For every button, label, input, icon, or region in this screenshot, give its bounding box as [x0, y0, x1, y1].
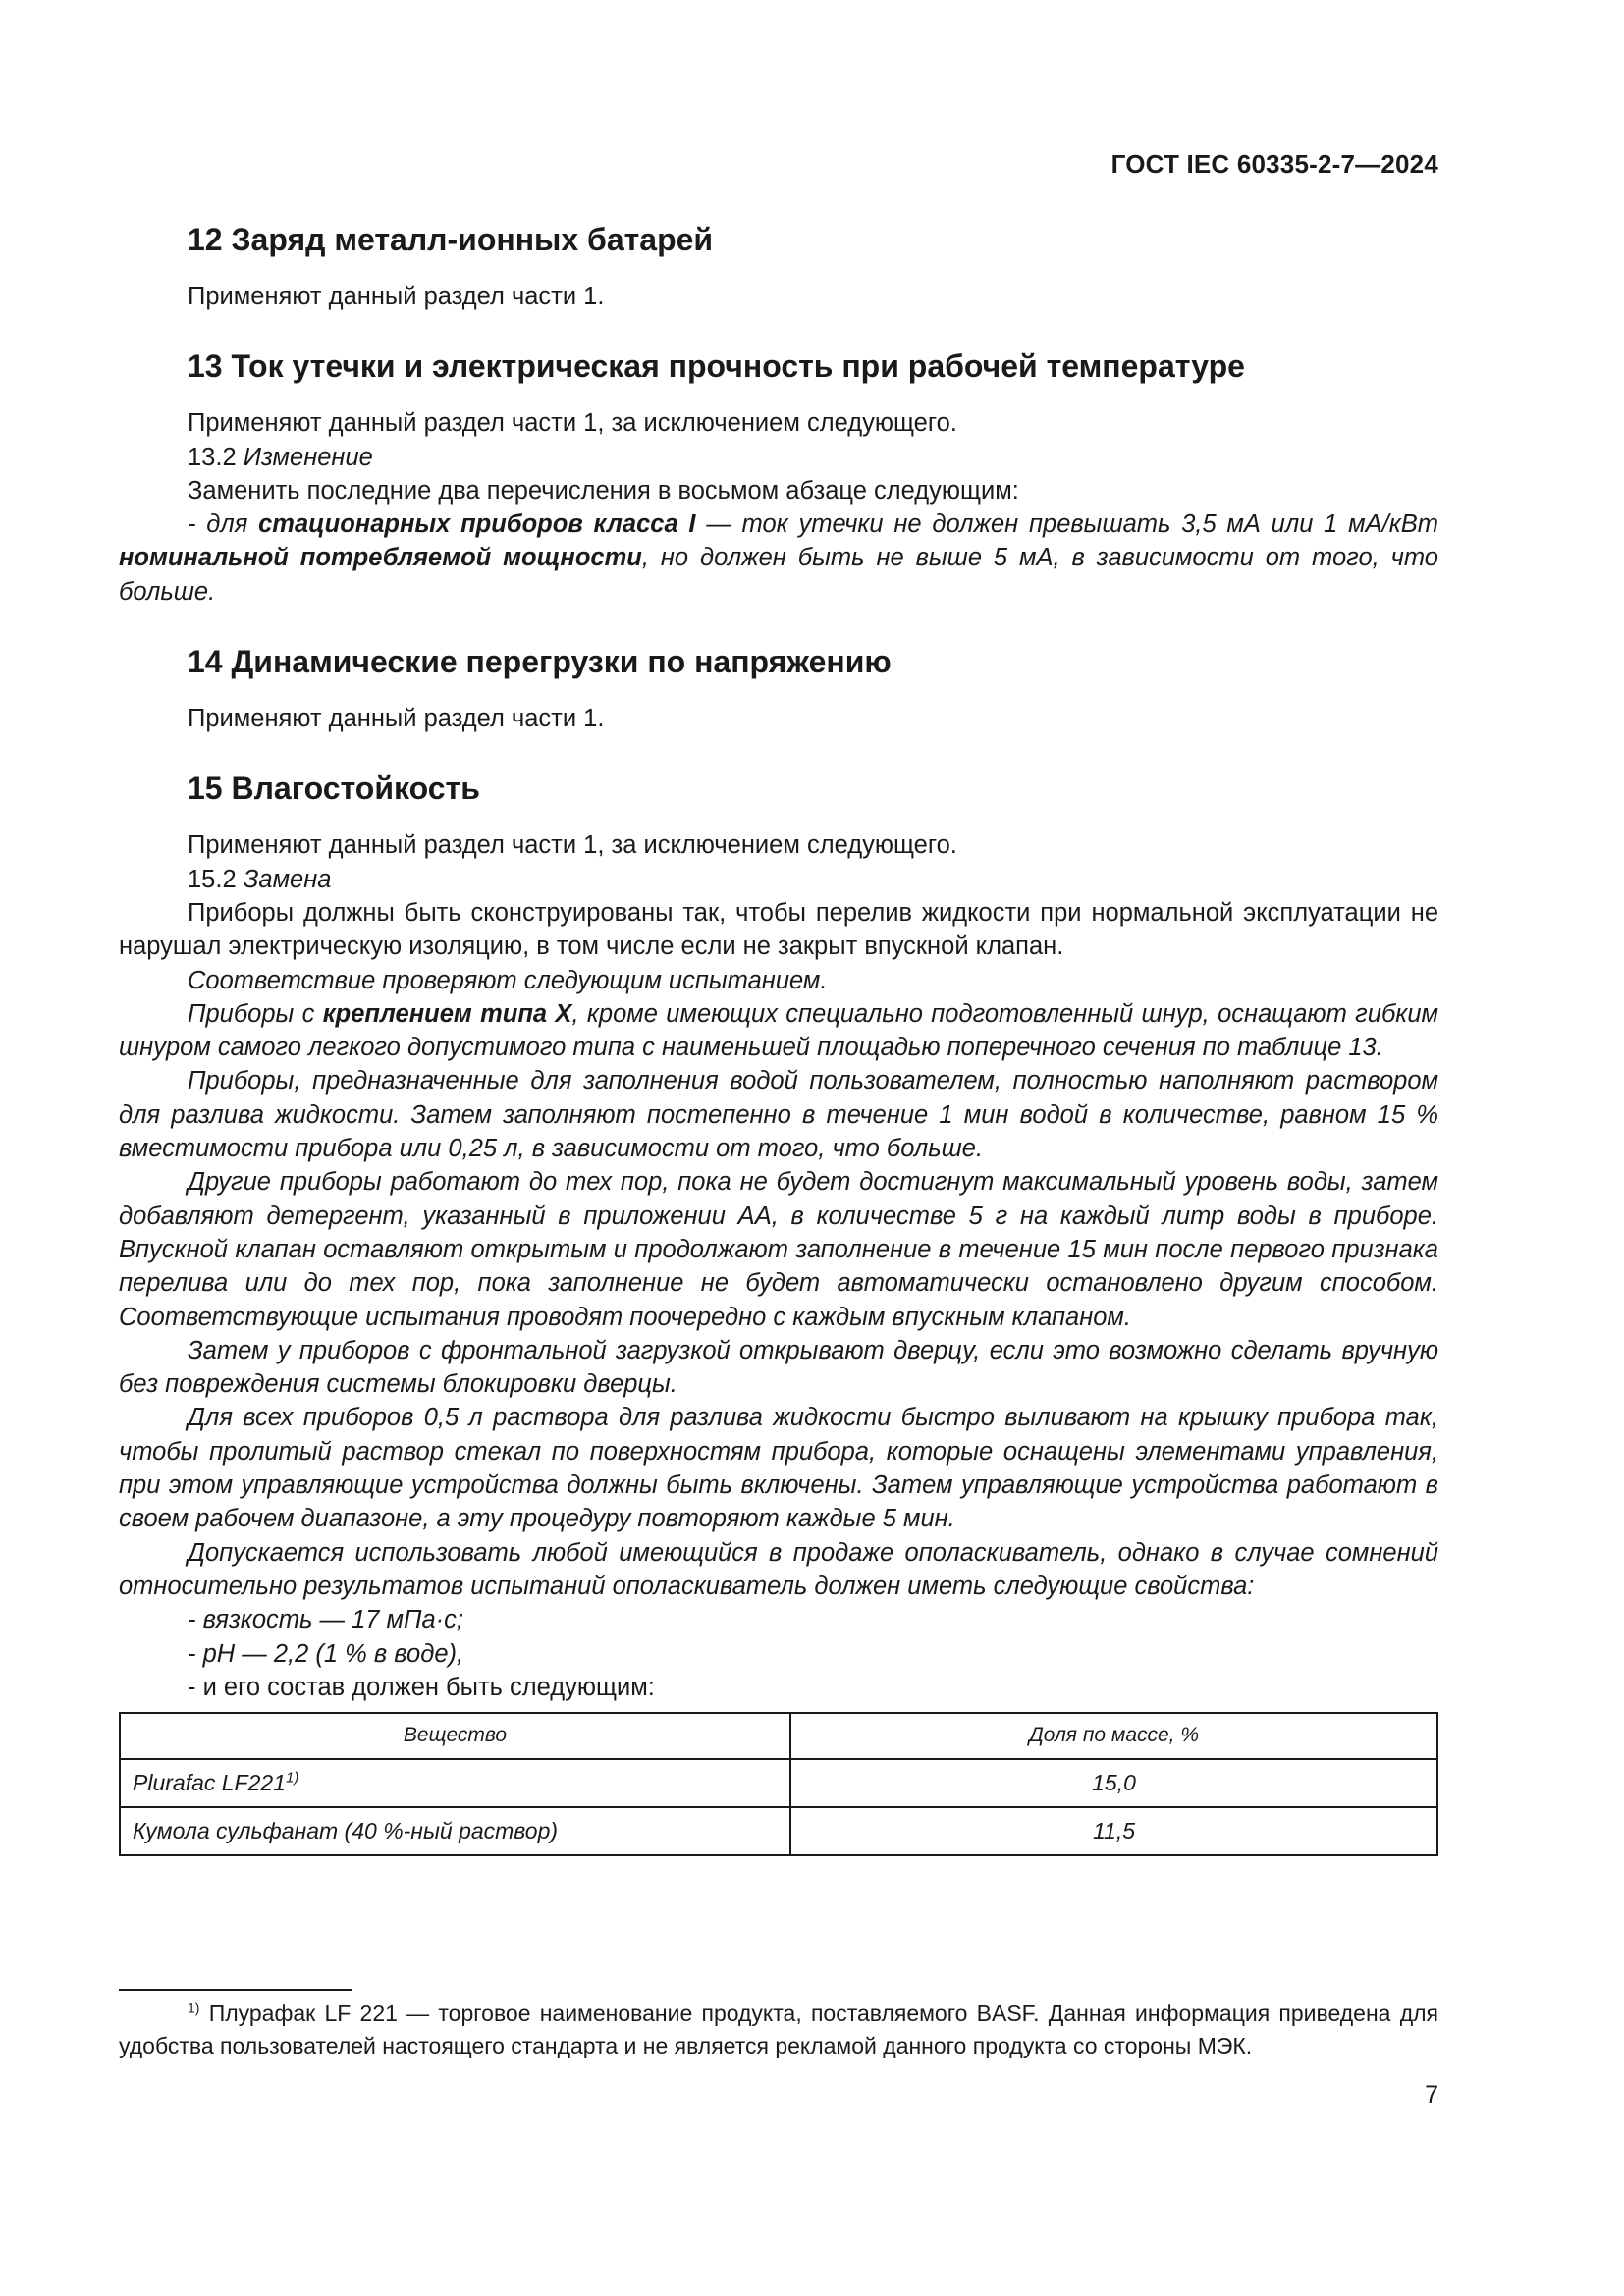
list-item-text: — ток утечки не должен превышать 3,5 мА или 1 мА/кВт	[695, 510, 1438, 539]
section-12-title: 12 Заряд металл-ионных батарей	[188, 222, 714, 257]
clause-13-2-instruction: Заменить последние два перечисления в восьмом абзаце следующим:	[188, 476, 1019, 505]
clause-15-2-title: Замена	[243, 865, 332, 893]
section-12-text: Применяют данный раздел части 1.	[188, 283, 605, 310]
test-paragraph-rinse-aid: Допускается использовать любой имеющийся в продаже ополаскиватель, однако в случае сомнений относительно результатов испытаний ополаскиватель должен иметь следующие свойства:	[119, 1538, 1438, 1600]
list-item: - и его состав должен быть следующим:	[188, 1673, 655, 1701]
test-paragraph-overflow: Другие приборы работают до тех пор, пока не будет достигнут максимальный уровень воды, затем добавляют детергент, указанный в приложении АА, в количестве 5 г на каждый литр воды в приборе. Впускной клапан оставляют открытым и продолжают заполнение в течение 15 мин после первого признака перелива или до тех пор, пока заполнение не будет автоматически остановлено другим способом. Соответствующие испытания проводят поочередно с каждым впускным клапаном.	[119, 1168, 1438, 1331]
clause-13-2-heading	[119, 441, 1438, 474]
section-15-title: 15 Влагостойкость	[188, 771, 480, 807]
clause-15-2-heading	[119, 863, 1438, 896]
list-item: - pH — 2,2 (1 % в воде),	[188, 1639, 464, 1668]
list-item-text: - для	[188, 510, 259, 539]
clause-15-2-number: 15.2	[188, 865, 237, 893]
clause-13-2-title: Изменение	[243, 443, 373, 471]
defined-term: креплением типа X	[322, 999, 572, 1028]
footnote-divider	[119, 1989, 352, 1991]
table-row	[120, 1807, 1437, 1855]
table-cell-substance	[120, 1807, 790, 1855]
clause-13-2-list-item	[119, 507, 1438, 609]
section-14-text: Применяют данный раздел части 1.	[188, 705, 605, 733]
paragraph-text: Приборы с	[188, 999, 323, 1028]
section-13-text: Применяют данный раздел части 1, за исключением следующего.	[188, 409, 957, 438]
table-header-substance: Вещество	[120, 1713, 790, 1759]
table-header-mass-fraction: Доля по массе, %	[790, 1713, 1437, 1759]
footnote-marker: 1)	[188, 2000, 200, 2016]
table-cell-substance	[120, 1759, 790, 1807]
clause-13-2-number: 13.2	[188, 443, 237, 471]
table-cell-value: 15,0	[790, 1759, 1437, 1807]
document-page	[119, 0, 1438, 2296]
substance-name: Plurafac LF221	[133, 1770, 286, 1796]
section-15-text: Применяют данный раздел части 1, за исключением следующего.	[188, 831, 957, 860]
section-13-title: 13 Ток утечки и электрическая прочность при рабочей температуре	[188, 348, 1245, 385]
defined-term: стационарных приборов класса I	[258, 510, 696, 539]
test-paragraph-cord	[119, 997, 1438, 1065]
test-paragraph-door: Затем у приборов с фронтальной загрузкой открывают дверцу, если это возможно сделать вручную без повреждения системы блокировки дверцы.	[119, 1336, 1438, 1399]
composition-table	[119, 1712, 1438, 1856]
paragraph-text: , кроме имеющих специально подготовленный шнур, оснащают гибким шнуром самого легкого допустимого типа с наименьшей площадью поперечного сечения по таблице 13.	[119, 999, 1438, 1062]
table-row	[120, 1759, 1437, 1807]
document-id-header: ГОСТ IEC 60335-2-7—2024	[1110, 149, 1438, 179]
table-cell-value: 11,5	[790, 1807, 1437, 1855]
section-14-title: 14 Динамические перегрузки по напряжению	[188, 644, 892, 680]
page-number: 7	[1425, 2081, 1438, 2109]
clause-15-2-requirement: Приборы должны быть сконструированы так, чтобы перелив жидкости при нормальной эксплуатации не нарушал электрическую изоляцию, в том числе если не закрыт впускной клапан.	[119, 898, 1438, 961]
defined-term: номинальной потребляемой мощности	[119, 544, 642, 572]
list-item: - вязкость — 17 мПа·с;	[188, 1606, 464, 1634]
compliance-statement: Соответствие проверяют следующим испытанием.	[188, 966, 828, 994]
table-header-row	[120, 1713, 1437, 1759]
list-item-text: , но должен быть не выше 5 мА, в зависимости от того, что больше.	[119, 544, 1438, 606]
substance-name: Кумола сульфанат (40 %-ный раствор)	[133, 1818, 559, 1844]
footnote	[119, 1998, 1438, 2062]
test-paragraph-spillage: Для всех приборов 0,5 л раствора для разлива жидкости быстро выливают на крышку прибора так, чтобы пролитый раствор стекал по поверхностям прибора, которые оснащены элементами управления, при этом управляющие устройства должны быть включены. Затем управляющие устройства работают в своем рабочем диапазоне, а эту процедуру повторяют каждые 5 мин.	[119, 1404, 1438, 1533]
footnote-reference: 1)	[285, 1769, 299, 1787]
document-body	[119, 220, 1438, 1856]
test-paragraph-filling: Приборы, предназначенные для заполнения водой пользователем, полностью наполняют раствором для разлива жидкости. Затем заполняют постепенно в течение 1 мин водой в количестве, равном 15 % вместимости прибора или 0,25 л, в зависимости от того, что больше.	[119, 1067, 1438, 1163]
footnote-text: Плурафак LF 221 — торговое наименование продукта, поставляемого BASF. Данная информация приведена для удобства пользователей настоящего стандарта и не является рекламой данного продукта со стороны МЭК.	[119, 2001, 1438, 2058]
